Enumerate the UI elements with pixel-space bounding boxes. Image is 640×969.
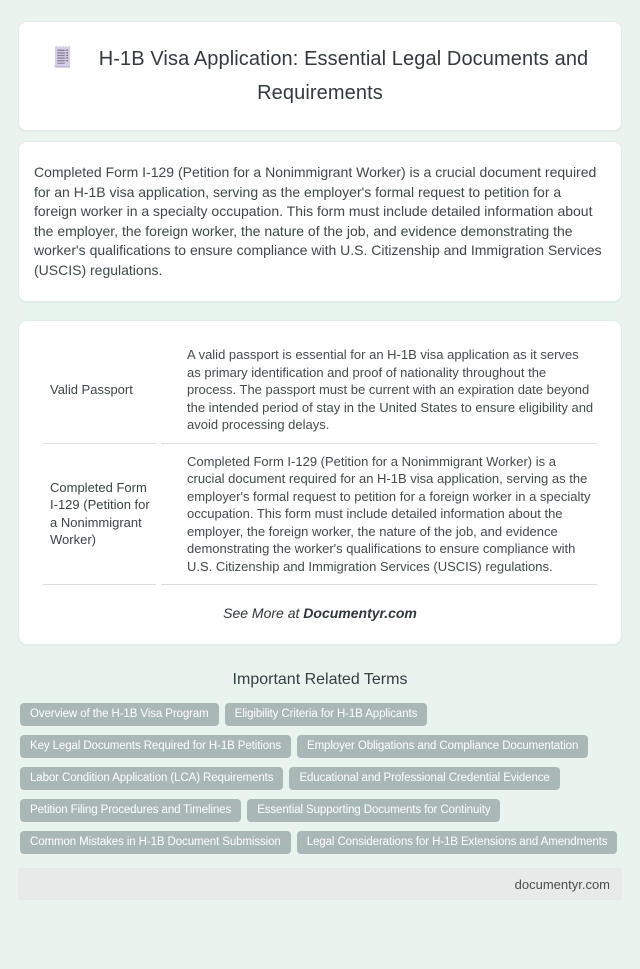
- related-term-tag[interactable]: Legal Considerations for H-1B Extensions and Amendments: [297, 831, 618, 854]
- related-terms-list: [18, 703, 622, 854]
- related-term-tag[interactable]: Key Legal Documents Required for H-1B Petitions: [20, 735, 291, 758]
- related-term-tag[interactable]: Overview of the H-1B Visa Program: [20, 703, 219, 726]
- related-terms-heading: Important Related Terms: [232, 671, 408, 688]
- document-term-cell: Completed Form I-129 (Petition for a Nonimmigrant Worker): [43, 444, 156, 586]
- documents-table: [43, 337, 597, 585]
- footer-bar: [18, 868, 622, 900]
- receipt-icon: [52, 44, 73, 79]
- related-term-tag[interactable]: Eligibility Criteria for H-1B Applicants: [225, 703, 428, 726]
- summary-text: Completed Form I-129 (Petition for a Nonimmigrant Worker) is a crucial document required for an H-1B visa application, serving as the employer's formal request to petition for a foreign worker in a specialty occupation. This form must include detailed information about the employer, the foreign worker, the nature of the job, and evidence demonstrating the worker's qualifications to ensure compliance with U.S. Citizenship and Immigration Services (USCIS) regulations.: [34, 164, 602, 278]
- see-more-prefix: See More at: [223, 605, 300, 621]
- related-term-tag[interactable]: Petition Filing Procedures and Timelines: [20, 799, 241, 822]
- page-title-text: H-1B Visa Application: Essential Legal Documents and Requirements: [98, 48, 589, 104]
- see-more-line: [35, 605, 605, 621]
- see-more-site-link[interactable]: Documentyr.com: [303, 605, 417, 621]
- document-term-cell: Valid Passport: [43, 337, 156, 444]
- related-term-tag[interactable]: Labor Condition Application (LCA) Requirements: [20, 767, 283, 790]
- related-term-tag[interactable]: Educational and Professional Credential Evidence: [289, 767, 559, 790]
- document-description-cell: Completed Form I-129 (Petition for a Nonimmigrant Worker) is a crucial document required for an H-1B visa application, serving as the employer's formal request to petition for a foreign worker in a specialty occupation. This form must include detailed information about the employer, the foreign worker, the nature of the job, and evidence demonstrating the worker's qualifications to ensure compliance with U.S. Citizenship and Immigration Services (USCIS) regulations.: [161, 444, 597, 586]
- related-term-tag[interactable]: Essential Supporting Documents for Continuity: [247, 799, 500, 822]
- table-row: [43, 444, 597, 586]
- page-title: [45, 44, 595, 108]
- title-card: [18, 21, 622, 131]
- table-row: [43, 337, 597, 444]
- related-term-tag[interactable]: Employer Obligations and Compliance Documentation: [297, 735, 588, 758]
- summary-card: [18, 141, 622, 302]
- footer-site-text: documentyr.com: [514, 876, 610, 892]
- document-description-cell: A valid passport is essential for an H-1B visa application as it serves as primary identification and proof of nationality throughout the process. The passport must be current with an expiration date beyond the intended period of stay in the United States to ensure eligibility and avoid processing delays.: [161, 337, 597, 444]
- documents-table-card: [18, 320, 622, 645]
- related-term-tag[interactable]: Common Mistakes in H-1B Document Submission: [20, 831, 291, 854]
